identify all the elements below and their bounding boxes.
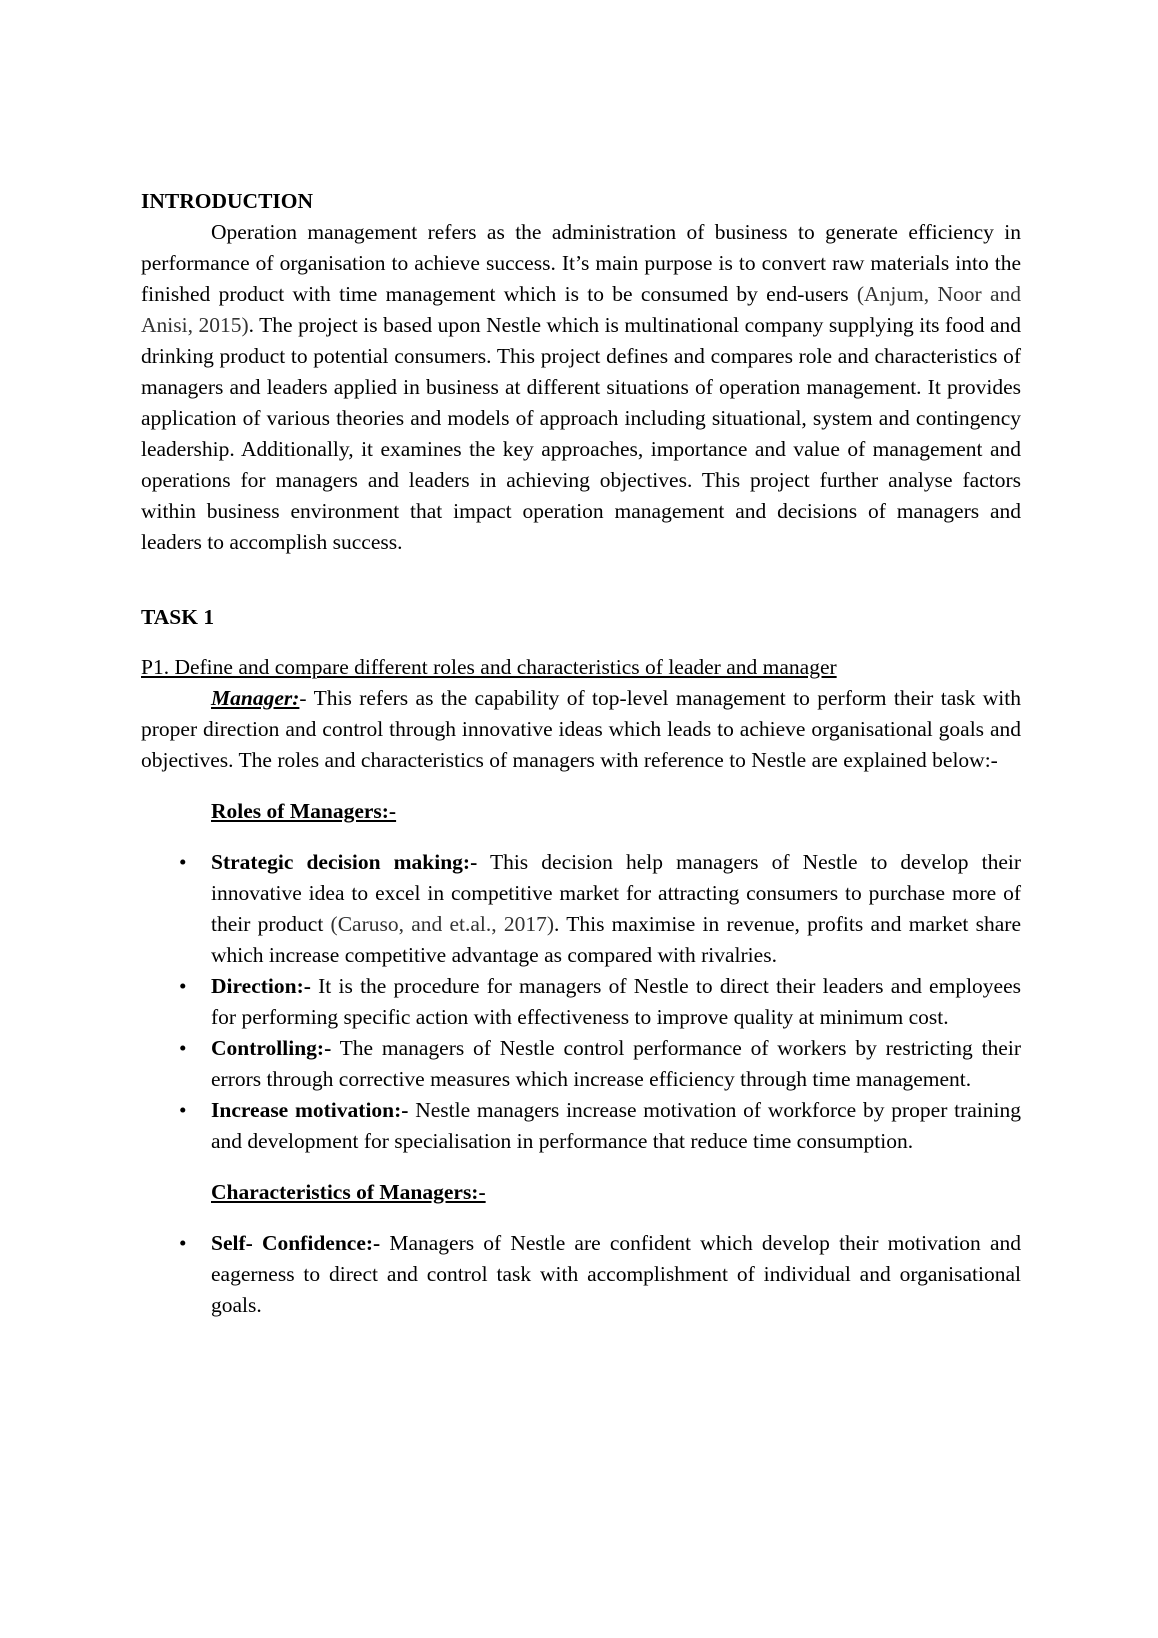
- characteristics-heading: Characteristics of Managers:-: [211, 1180, 486, 1204]
- role-term: Controlling:-: [211, 1036, 332, 1060]
- manager-paragraph: [141, 683, 1021, 776]
- bullet-icon: •: [179, 1231, 187, 1255]
- document-page: [141, 186, 1021, 1321]
- characteristic-term: Self- Confidence:-: [211, 1231, 381, 1255]
- intro-heading: INTRODUCTION: [141, 189, 314, 213]
- manager-definition: - This refers as the capability of top-level management to perform their task with proper direction and control through innovative ideas which leads to achieve organisational goals and objectives. The roles and characteristics of managers with reference to Nestle are explained below:-: [141, 686, 1021, 772]
- bullet-icon: •: [179, 974, 187, 998]
- role-text: This decision help managers of Nestle to develop their innovative idea to excel in competitive market for attracting consumers to purchase more of their product: [211, 850, 1021, 936]
- p1-title: P1. Define and compare different roles and characteristics of leader and manager: [141, 655, 837, 679]
- list-item: [141, 971, 1021, 1033]
- roles-heading: Roles of Managers:-: [211, 799, 397, 823]
- role-text-end: . This maximise in revenue, profits and market share which increase competitive advantage as compared with rivalries.: [211, 912, 1021, 967]
- role-term: Direction:-: [211, 974, 311, 998]
- list-item: [141, 847, 1021, 971]
- intro-text-end: . The project is based upon Nestle which is multinational company supplying its food and drinking product to potential consumers. This project defines and compares role and characteristics of managers and leaders applied in business at different situations of operation management. It provides application of various theories and models of approach including situational, system and contingency leadership. Additionally, it examines the key approaches, importance and value of management and operations for managers and leaders in achieving objectives. This project further analyse factors within business environment that impact operation management and decisions of managers and leaders to accomplish success.: [141, 313, 1022, 554]
- characteristic-text: Managers of Nestle are confident which develop their motivation and eagerness to direct and control task with accomplishment of individual and organisational goals.: [211, 1231, 1021, 1317]
- intro-text-start: Operation management refers as the administration of business to generate efficiency in performance of organisation to achieve success. It’s main purpose is to convert raw materials into the finished product with time management which is to be consumed by end-users: [141, 220, 1021, 306]
- bullet-icon: •: [179, 850, 187, 874]
- list-item: [141, 1095, 1021, 1157]
- role-citation: (Caruso, and et.al., 2017): [330, 912, 555, 936]
- role-text: The managers of Nestle control performance of workers by restricting their errors through corrective measures which increase efficiency through time management.: [211, 1036, 1021, 1091]
- role-term: Increase motivation:-: [211, 1098, 409, 1122]
- characteristics-list: [141, 1228, 1021, 1321]
- intro-citation: (Anjum, Noor and Anisi, 2015): [141, 282, 1021, 337]
- roles-list: [141, 847, 1021, 1157]
- task-heading: TASK 1: [141, 605, 215, 629]
- list-item: [141, 1033, 1021, 1095]
- bullet-icon: •: [179, 1098, 187, 1122]
- list-item: [141, 1228, 1021, 1321]
- role-text: Nestle managers increase motivation of workforce by proper training and development for specialisation in performance that reduce time consumption.: [211, 1098, 1021, 1153]
- role-text: It is the procedure for managers of Nestle to direct their leaders and employees for performing specific action with effectiveness to improve quality at minimum cost.: [211, 974, 1021, 1029]
- manager-term: Manager:: [211, 686, 300, 710]
- role-term: Strategic decision making:-: [211, 850, 478, 874]
- intro-paragraph: [141, 217, 1021, 558]
- bullet-icon: •: [179, 1036, 187, 1060]
